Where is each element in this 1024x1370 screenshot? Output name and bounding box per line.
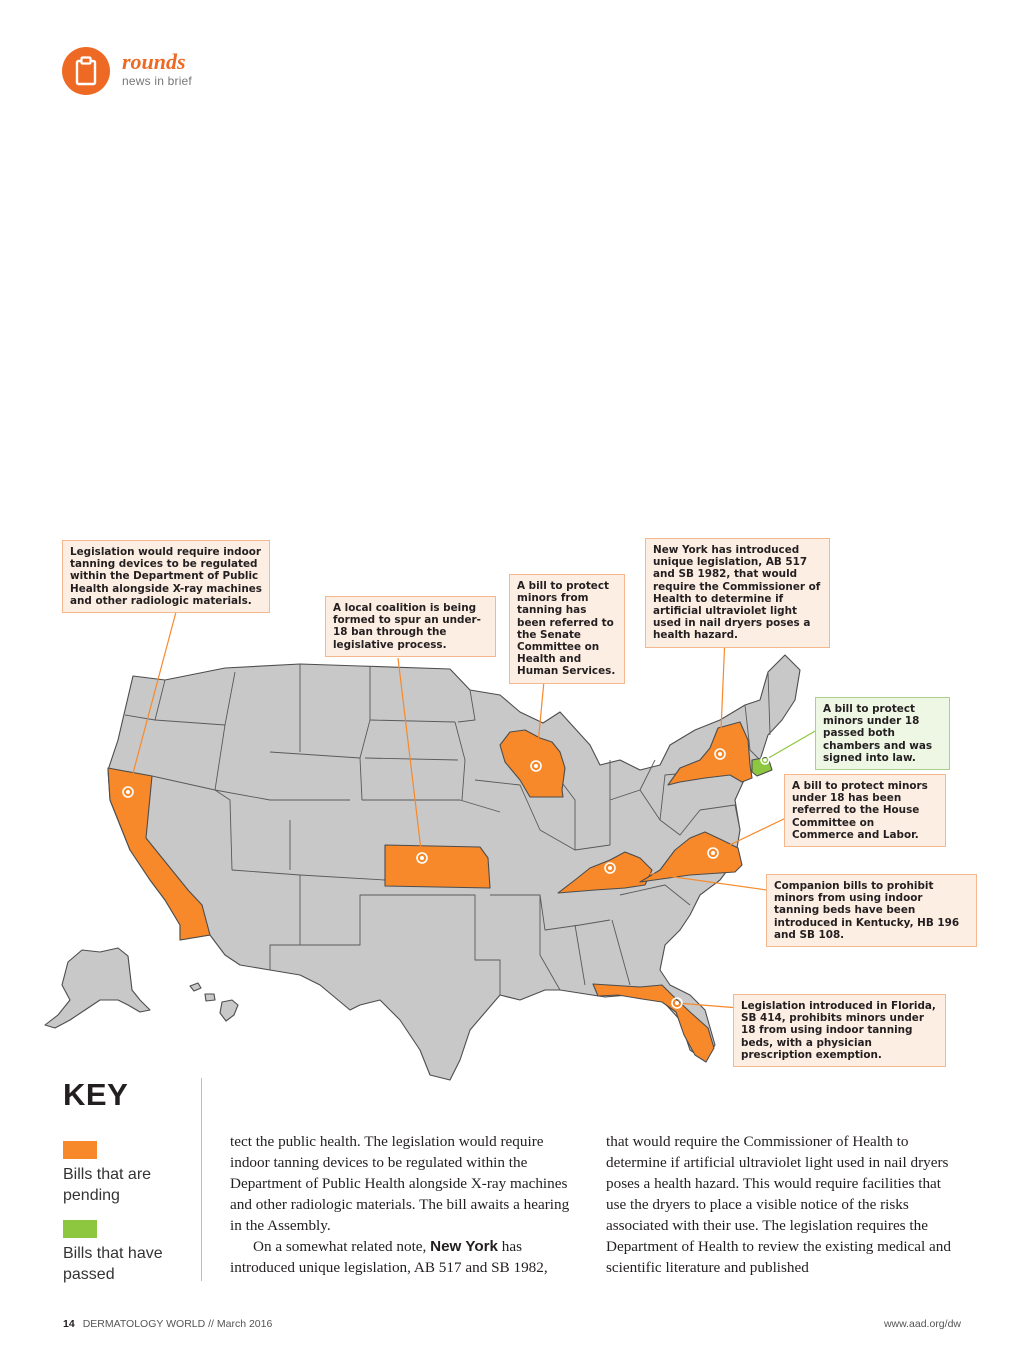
callout-florida: Legislation introduced in Florida, SB 414, prohibits minors under 18 from using indoor tanning beds, with a physician prescription exemption.: [733, 994, 946, 1067]
callout-virginia: A bill to protect minors under 18 has been referred to the House Committee on Commerce and Labor.: [784, 774, 946, 847]
callout-wisconsin: A bill to protect minors from tanning has been referred to the Senate Committee on Health and Human Services.: [509, 574, 625, 684]
page-number: 14: [63, 1318, 75, 1330]
key-title: KEY: [63, 1077, 129, 1112]
callout-new-york: New York has introduced unique legislation, AB 517 and SB 1982, that would require the Commissioner of Health to determine if artificial ultraviolet light used in nail dryers poses a health hazard.: [645, 538, 830, 648]
pending-swatch: [63, 1141, 97, 1159]
state-kansas: [385, 845, 490, 888]
key-divider: [201, 1078, 202, 1281]
article-column-1: [230, 1131, 580, 1278]
article-paragraph: tect the public health. The legislation would require indoor tanning devices to be regulated within the Department of Public Health alongside X-ray machines and other radiologic materials. The bill awaits a hearing in the Assembly.: [230, 1133, 570, 1234]
callout-kentucky: Companion bills to prohibit minors from using indoor tanning beds have been introduced in Kentucky, HB 196 and SB 108.: [766, 874, 977, 947]
clipboard-icon: [62, 47, 110, 95]
publication-name: DERMATOLOGY WORLD // March 2016: [82, 1318, 273, 1330]
pending-label: Bills that are pending: [63, 1166, 152, 1204]
article-text: has introduced unique legislation, AB 517 and SB 1982,: [230, 1238, 548, 1276]
alaska-shape: [45, 948, 150, 1028]
callout-connecticut: A bill to protect minors under 18 passed both chambers and was signed into law.: [815, 697, 950, 770]
section-subtitle: news in brief: [122, 74, 192, 88]
article-text: On a somewhat related note,: [253, 1238, 431, 1255]
passed-swatch: [63, 1220, 97, 1238]
article-paragraph: that would require the Commissioner of Health to determine if artificial ultraviolet light used in nail dryers poses a health hazard. This would require facilities that use the dryers to place a visible notice of the risks associated with their use. The legislation requires the Department of Health to review the existing medical and scientific literature and published: [606, 1133, 951, 1276]
section-title: rounds: [122, 49, 186, 74]
article-paragraph: [230, 1236, 580, 1278]
state-florida: [593, 984, 714, 1062]
hawaii-shape: [190, 983, 238, 1021]
leader-connecticut: [765, 730, 817, 760]
passed-label: Bills that have passed: [63, 1245, 163, 1283]
article-column-2: [606, 1131, 962, 1278]
callout-kansas: A local coalition is being formed to spur an under-18 ban through the legislative process.: [325, 596, 496, 657]
callout-california: Legislation would require indoor tanning devices to be regulated within the Department of Public Health alongside X-ray machines and other radiologic materials.: [62, 540, 270, 613]
page-footer: [63, 1318, 272, 1330]
site-url[interactable]: www.aad.org/dw: [883, 1318, 961, 1330]
state-name-bold: New York: [430, 1238, 498, 1255]
